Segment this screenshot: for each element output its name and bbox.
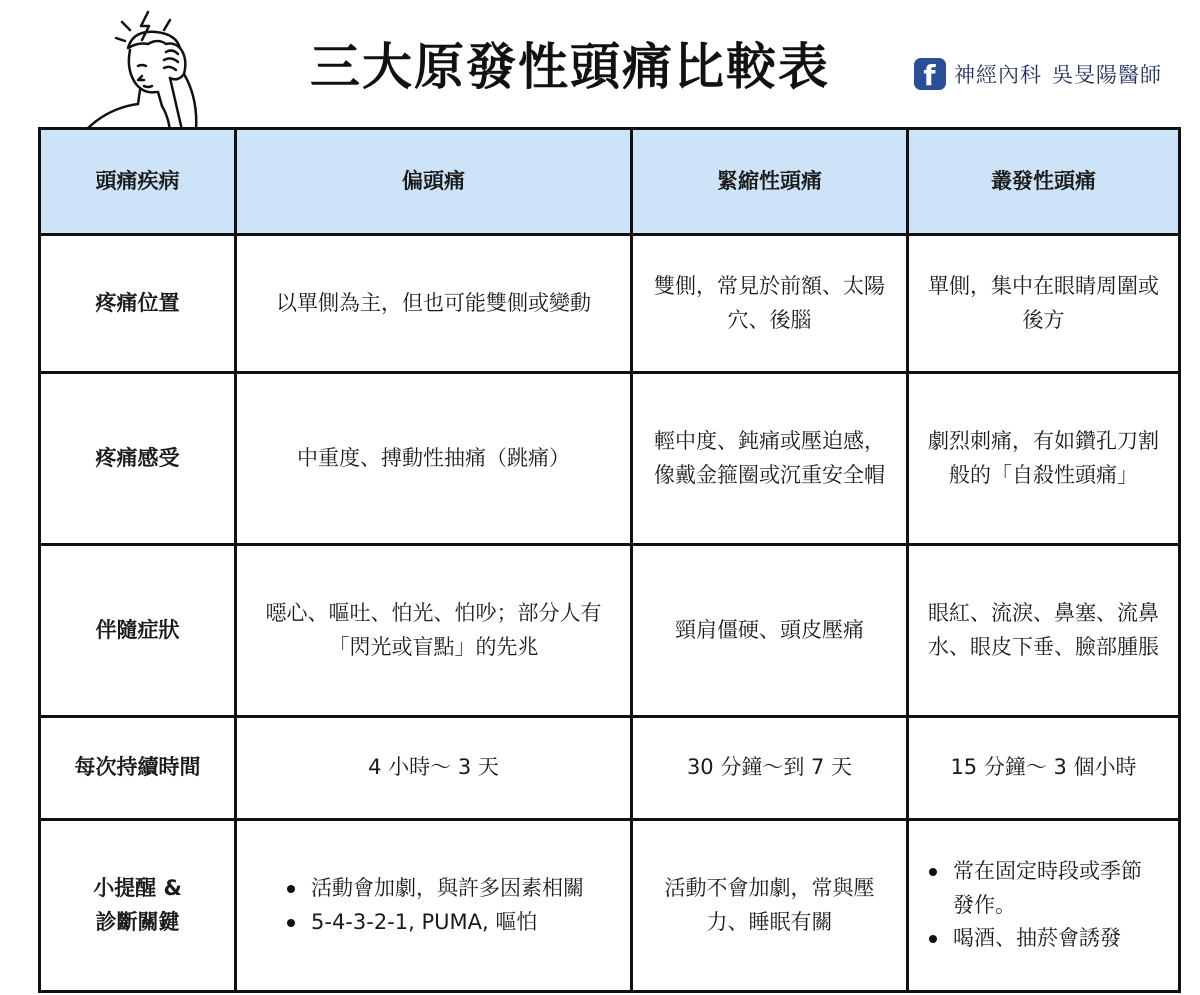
row-label: 每次持續時間 — [40, 717, 236, 820]
author-name: 吳旻陽醫師 — [1052, 63, 1162, 87]
cell-migraine: 中重度、搏動性抽痛（跳痛） — [236, 373, 632, 545]
bullet-list — [925, 855, 1162, 956]
row-label-line2: 診斷關鍵 — [95, 909, 180, 934]
cell-migraine: 噁心、嘔吐、怕光、怕吵；部分人有「閃光或盲點」的先兆 — [236, 545, 632, 717]
headache-person-illustration — [78, 8, 213, 132]
cell-tension: 輕中度、鈍痛或壓迫感，像戴金箍圈或沉重安全帽 — [632, 373, 908, 545]
table-row — [40, 820, 1180, 992]
table-header-row — [40, 129, 1180, 235]
table-row — [40, 545, 1180, 717]
table-row — [40, 373, 1180, 545]
cell-migraine: 以單側為主，但也可能雙側或變動 — [236, 235, 632, 373]
column-header-tension: 緊縮性頭痛 — [632, 129, 908, 235]
list-item: 活動會加劇，與許多因素相關 — [283, 872, 584, 906]
page-title: 三大原發性頭痛比較表 — [310, 38, 830, 96]
column-header-cluster: 叢發性頭痛 — [908, 129, 1180, 235]
cell-tension: 雙側，常見於前額、太陽穴、後腦 — [632, 235, 908, 373]
cell-cluster: 眼紅、流淚、鼻塞、流鼻水、眼皮下垂、臉部腫脹 — [908, 545, 1180, 717]
list-item: 常在固定時段或季節發作。 — [925, 855, 1162, 922]
cell-cluster: 15 分鐘～ 3 個小時 — [908, 717, 1180, 820]
cell-migraine — [236, 820, 632, 992]
table-row — [40, 235, 1180, 373]
row-label: 疼痛位置 — [40, 235, 236, 373]
cell-cluster: 劇烈刺痛，有如鑽孔刀割般的「自殺性頭痛」 — [908, 373, 1180, 545]
author-credit[interactable] — [914, 58, 1162, 90]
list-item: 喝酒、抽菸會誘發 — [925, 922, 1162, 956]
bullet-list — [283, 872, 584, 939]
facebook-icon: f — [914, 58, 946, 90]
cell-tension: 30 分鐘～到 7 天 — [632, 717, 908, 820]
cell-migraine: 4 小時～ 3 天 — [236, 717, 632, 820]
row-label: 伴隨症狀 — [40, 545, 236, 717]
row-label — [40, 820, 236, 992]
cell-tension: 活動不會加劇，常與壓力、睡眠有關 — [632, 820, 908, 992]
comparison-table — [38, 127, 1181, 993]
cell-tension: 頸肩僵硬、頭皮壓痛 — [632, 545, 908, 717]
cell-cluster: 單側，集中在眼睛周圍或後方 — [908, 235, 1180, 373]
cell-cluster — [908, 820, 1180, 992]
row-label-line1: 小提醒 & — [93, 875, 182, 900]
author-dept: 神經內科 — [954, 63, 1042, 87]
column-header-migraine: 偏頭痛 — [236, 129, 632, 235]
list-item: 5-4-3-2-1, PUMA, 嘔怕 — [283, 906, 584, 940]
column-header-disease: 頭痛疾病 — [40, 129, 236, 235]
row-label: 疼痛感受 — [40, 373, 236, 545]
table-row — [40, 717, 1180, 820]
